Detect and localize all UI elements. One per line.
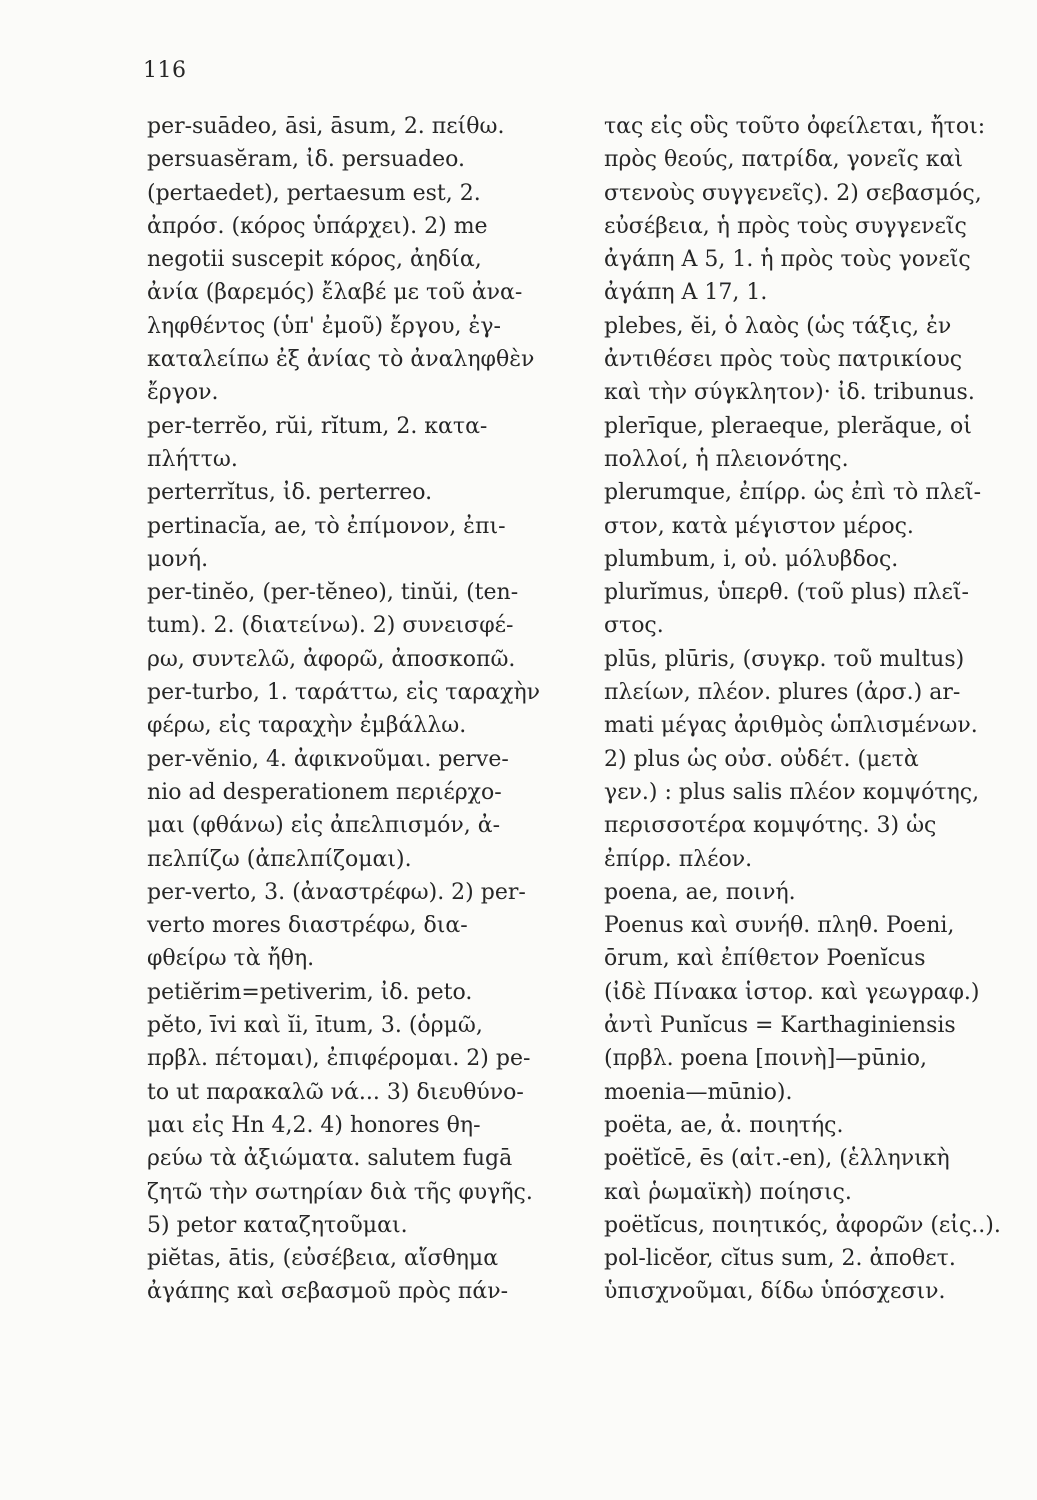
entry-line: plebes, ĕi, ὁ λαὸς (ὡς τάξις, ἐν [604, 313, 952, 339]
entry-line: plūs, plūris, (συγκρ. τοῦ multus) [604, 646, 965, 672]
entry-line: ἀγάπης καὶ σεβασμοῦ πρὸς πάν- [147, 1279, 509, 1305]
entry-line: στον, κατὰ μέγιστον μέρος. [604, 513, 914, 539]
entry-line: pertinacĭa, ae, τὸ ἐπίμονον, ἐπι- [147, 513, 506, 539]
entry-line: per-vĕnio, 4. ἀφικνοῦμαι. perve- [147, 746, 509, 772]
entry-line: mati μέγας ἀριθμὸς ὡπλισμένων. [604, 713, 978, 739]
dictionary-entry [147, 1009, 575, 1242]
entry-line: 5) petor καταζητοῦμαι. [147, 1212, 408, 1238]
entry-line: poëtĭcē, ēs (αἰτ.-en), (ἑλληνικὴ [604, 1146, 950, 1172]
entry-line: negotii suscepit κόρος, ἀηδία, [147, 247, 482, 273]
entry-line: πλήττω. [147, 446, 238, 472]
dictionary-entry-continuation [604, 110, 1020, 310]
dictionary-entry [147, 1242, 575, 1309]
dictionary-entry [604, 876, 1020, 909]
dictionary-entry [604, 1109, 1020, 1142]
entry-line: plerīque, pleraeque, plerăque, οἱ [604, 413, 972, 439]
dictionary-entry [604, 909, 1020, 1109]
entry-line: ζητῶ τὴν σωτηρίαν διὰ τῆς φυγῆς. [147, 1179, 533, 1205]
entry-line: per-turbo, 1. ταράττω, εἰς ταραχὴν [147, 680, 541, 706]
entry-line: tum). 2. (διατείνω). 2) συνεισφέ- [147, 613, 514, 639]
dictionary-entry [604, 643, 1020, 876]
dictionary-entry [147, 410, 575, 477]
left-column [147, 110, 575, 1309]
entry-line: ἀντιθέσει πρὸς τοὺς πατρικίους [604, 347, 963, 373]
entry-line: πολλοί, ἡ πλειονότης. [604, 446, 849, 472]
entry-line: persuasĕram, ἰδ. persuadeo. [147, 147, 465, 173]
entry-line: στενοὺς συγγενεῖς). 2) σεβασμός, [604, 180, 982, 206]
entry-line: φθείρω τὰ ἤθη. [147, 946, 315, 972]
entry-line: ἀγάπη A 17, 1. [604, 280, 768, 306]
dictionary-entry [147, 876, 575, 976]
entry-line: perterrĭtus, ἰδ. perterreo. [147, 480, 433, 506]
dictionary-entry [604, 310, 1020, 410]
entry-line: ἀπρόσ. (κόρος ὑπάρχει). 2) me [147, 213, 488, 239]
dictionary-entry [604, 576, 1020, 643]
dictionary-entry [147, 476, 575, 509]
entry-line: περισσοτέρα κομψότης. 3) ὡς [604, 813, 937, 839]
entry-line: ὑπισχνοῦμαι, δίδω ὑπόσχεσιν. [604, 1279, 946, 1305]
entry-line: poena, ae, ποινή. [604, 879, 796, 905]
entry-line: καταλείπω ἐξ ἀνίας τὸ ἀναληφθὲν [147, 347, 535, 373]
entry-line: στος. [604, 613, 664, 639]
entry-line: piĕtas, ātis, (εὐσέβεια, αἴσθημα [147, 1246, 499, 1272]
entry-line: poëta, ae, ἀ. ποιητής. [604, 1112, 844, 1138]
entry-line: pĕto, īvi καὶ ĭi, ītum, 3. (ὁρμῶ, [147, 1013, 483, 1039]
entry-line: φέρω, εἰς ταραχὴν ἐμβάλλω. [147, 713, 467, 739]
entry-line: ρεύω τὰ ἀξιώματα. salutem fugā [147, 1146, 513, 1172]
entry-line: verto mores διαστρέφω, δια- [147, 913, 468, 939]
dictionary-entry [604, 1242, 1020, 1309]
entry-line: μαι (φθάνω) εἰς ἀπελπισμόν, ἀ- [147, 813, 501, 839]
entry-line: plerumque, ἐπίρρ. ὡς ἐπὶ τὸ πλεῖ- [604, 480, 982, 506]
entry-line: poëtĭcus, ποιητικός, ἀφορῶν (εἰς..). [604, 1212, 1001, 1238]
dictionary-entry [604, 543, 1020, 576]
dictionary-entry [147, 510, 575, 577]
dictionary-entry [604, 476, 1020, 543]
entry-line: ōrum, καὶ ἐπίθετον Poenĭcus [604, 946, 926, 972]
entry-line: εὐσέβεια, ἡ πρὸς τοὺς συγγενεῖς [604, 213, 967, 239]
entry-line: καὶ τὴν σύγκλητον)· ἰδ. tribunus. [604, 380, 975, 406]
dictionary-entry [604, 1209, 1020, 1242]
dictionary-entry [147, 676, 575, 743]
entry-line: (ἰδὲ Πίνακα ἱστορ. καὶ γεωγραφ.) [604, 979, 980, 1005]
entry-line: moenia—mūnio). [604, 1079, 793, 1105]
entry-line: πρὸς θεούς, πατρίδα, γονεῖς καὶ [604, 147, 963, 173]
entry-line: ληφθέντος (ὑπ' ἐμοῦ) ἔργου, ἐγ- [147, 313, 501, 339]
dictionary-entry [147, 743, 575, 876]
entry-line: πλείων, πλέον. plures (ἀρσ.) ar- [604, 680, 961, 706]
entry-line: γεν.) : plus salis πλέον κομψότης, [604, 779, 980, 805]
entry-line: καὶ ῥωμαϊκὴ) ποίησις. [604, 1179, 852, 1205]
entry-line: (pertaedet), pertaesum est, 2. [147, 180, 481, 206]
entry-line: μαι εἰς Hn 4,2. 4) honores θη- [147, 1112, 481, 1138]
entry-line: ἔργον. [147, 380, 219, 406]
entry-line: ἐπίρρ. πλέον. [604, 846, 753, 872]
entry-line: 2) plus ὡς οὐσ. οὐδέτ. (μετὰ [604, 746, 919, 772]
entry-line: μονή. [147, 546, 209, 572]
entry-line: to ut παρακαλῶ νά... 3) διευθύνο- [147, 1079, 524, 1105]
entry-line: plumbum, i, οὐ. μόλυβδος. [604, 546, 899, 572]
dictionary-entry [147, 110, 575, 143]
dictionary-entry [147, 976, 575, 1009]
entry-line: per-terrĕo, rŭi, rĭtum, 2. κατα- [147, 413, 488, 439]
entry-line: per-suādeo, āsi, āsum, 2. πείθω. [147, 114, 505, 139]
dictionary-entry [147, 143, 575, 176]
entry-line: plurĭmus, ὑπερθ. (τοῦ plus) πλεῖ- [604, 580, 969, 606]
page-number: 116 [143, 58, 187, 83]
entry-line: πρβλ. πέτομαι), ἐπιφέρομαι. 2) pe- [147, 1046, 531, 1072]
entry-line: Poenus καὶ συνήθ. πληθ. Poeni, [604, 913, 955, 939]
entry-line: pol-licĕor, cĭtus sum, 2. ἀποθετ. [604, 1246, 956, 1272]
entry-line: ρω, συντελῶ, ἀφορῶ, ἀποσκοπῶ. [147, 646, 516, 672]
dictionary-entry [147, 177, 575, 410]
entry-line: per-tinĕo, (per-tĕneo), tinŭi, (ten- [147, 580, 519, 606]
entry-line: τας εἰς οὓς τοῦτο ὀφείλεται, ἤτοι: [604, 114, 986, 139]
entry-line: ἀντὶ Punĭcus = Karthaginiensis [604, 1013, 956, 1039]
entry-line: ἀνία (βαρεμός) ἔλαβέ με τοῦ ἀνα- [147, 280, 523, 306]
dictionary-entry [604, 410, 1020, 477]
right-column [604, 110, 1020, 1309]
entry-line: per-verto, 3. (ἀναστρέφω). 2) per- [147, 879, 526, 905]
entry-line: nio ad desperationem περιέρχο- [147, 779, 502, 805]
entry-line: (πρβλ. poena [ποινὴ]—pūnio, [604, 1046, 927, 1072]
entry-line: ἀγάπη A 5, 1. ἡ πρὸς τοὺς γονεῖς [604, 247, 971, 273]
dictionary-entry [147, 576, 575, 676]
entry-line: petiĕrim=petiverim, ἰδ. peto. [147, 979, 473, 1005]
dictionary-entry [604, 1142, 1020, 1209]
entry-line: πελπίζω (ἀπελπίζομαι). [147, 846, 412, 872]
